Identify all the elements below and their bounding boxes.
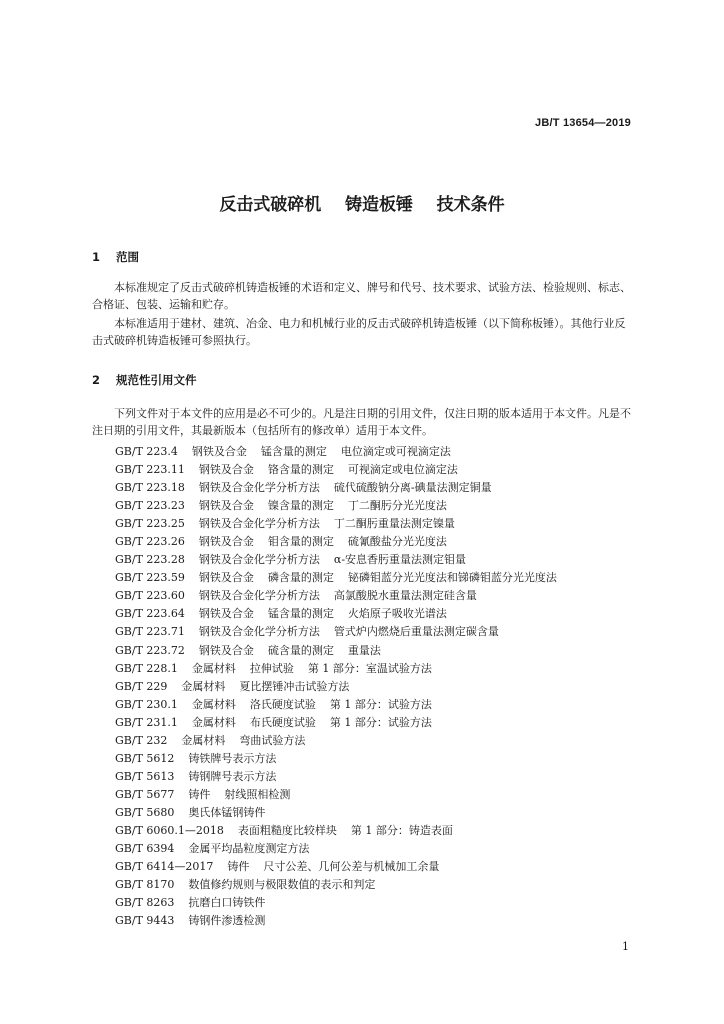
reference-title: 金属材料 洛氏硬度试验 第 1 部分：试验方法	[191, 697, 432, 711]
reference-code: GB/T 6414—2017	[115, 860, 214, 874]
reference-item	[115, 894, 557, 912]
reference-item	[115, 479, 557, 497]
reference-item	[115, 515, 557, 533]
reference-title: 金属材料 布氏硬度试验 第 1 部分：试验方法	[191, 715, 432, 729]
reference-item	[115, 660, 557, 678]
document-code: JB/T 13654—2019	[535, 117, 631, 129]
reference-item	[115, 443, 557, 461]
reference-code: GB/T 5677	[115, 787, 175, 801]
reference-code: GB/T 9443	[115, 914, 175, 928]
reference-item	[115, 551, 557, 569]
reference-code: GB/T 229	[115, 679, 168, 693]
reference-code: GB/T 223.23	[115, 499, 185, 513]
reference-title: 表面粗糙度比较样块 第 1 部分：铸造表面	[237, 823, 453, 837]
reference-code: GB/T 223.64	[115, 607, 185, 621]
reference-item	[115, 605, 557, 623]
reference-code: GB/T 230.1	[115, 697, 178, 711]
reference-item	[115, 876, 557, 894]
section-1-heading: 1 范围	[92, 250, 140, 264]
reference-item	[115, 569, 557, 587]
normative-references-list	[115, 443, 557, 930]
reference-item	[115, 768, 557, 786]
reference-item	[115, 497, 557, 515]
reference-title: 钢铁及合金 铬含量的测定 可视滴定或电位滴定法	[198, 463, 458, 477]
reference-title: 钢铁及合金化学分析方法 α-安息香肟重量法测定钼量	[198, 553, 467, 567]
reference-code: GB/T 232	[115, 733, 168, 747]
section-2-heading: 2 规范性引用文件	[92, 373, 197, 387]
reference-code: GB/T 223.25	[115, 517, 185, 531]
reference-item	[115, 533, 557, 551]
reference-title: 钢铁及合金化学分析方法 高氯酸脱水重量法测定硅含量	[198, 589, 477, 603]
reference-code: GB/T 8170	[115, 878, 175, 892]
reference-title: 钢铁及合金 磷含量的测定 铋磷钼蓝分光光度法和锑磷钼蓝分光光度法	[198, 571, 557, 585]
reference-code: GB/T 223.60	[115, 589, 185, 603]
reference-code: GB/T 6060.1—2018	[115, 823, 224, 837]
reference-title: 钢铁及合金 硫含量的测定 重量法	[198, 643, 381, 657]
reference-item	[115, 461, 557, 479]
reference-item	[115, 642, 557, 660]
reference-code: GB/T 6394	[115, 842, 175, 856]
reference-title: 奥氏体锰钢铸件	[188, 805, 266, 819]
reference-title: 钢铁及合金化学分析方法 丁二酮肟重量法测定镍量	[198, 517, 455, 531]
reference-code: GB/T 223.26	[115, 535, 185, 549]
reference-code: GB/T 223.72	[115, 643, 185, 657]
reference-code: GB/T 223.4	[115, 445, 178, 458]
reference-title: 铸件 射线照相检测	[188, 787, 291, 801]
reference-code: GB/T 223.28	[115, 553, 185, 567]
reference-code: GB/T 228.1	[115, 661, 178, 675]
reference-title: 钢铁及合金化学分析方法 硫代硫酸钠分离-碘量法测定铜量	[198, 481, 492, 495]
reference-item	[115, 696, 557, 714]
reference-item	[115, 587, 557, 605]
reference-item	[115, 786, 557, 804]
section-2-intro: 下列文件对于本文件的应用是必不可少的。凡是注日期的引用文件，仅注日期的版本适用于本文件。凡是不注日期的引用文件，其最新版本（包括所有的修改单）适用于本文件。	[92, 407, 631, 437]
reference-title: 抗磨白口铸铁件	[188, 896, 266, 910]
reference-title: 金属材料 弯曲试验方法	[181, 733, 306, 747]
reference-code: GB/T 5612	[115, 751, 175, 765]
reference-title: 金属材料 夏比摆锤冲击试验方法	[181, 679, 350, 693]
reference-code: GB/T 8263	[115, 896, 175, 910]
reference-item	[115, 678, 557, 696]
reference-title: 铸件 尺寸公差、几何公差与机械加工余量	[227, 860, 440, 874]
reference-title: 金属材料 拉伸试验 第 1 部分：室温试验方法	[191, 661, 432, 675]
reference-item	[115, 623, 557, 641]
reference-item	[115, 714, 557, 732]
reference-item	[115, 840, 557, 858]
reference-code: GB/T 223.11	[115, 463, 185, 477]
reference-title: 铸铁牌号表示方法	[188, 751, 277, 765]
reference-item	[115, 912, 557, 930]
reference-item	[115, 822, 557, 840]
reference-title: 钢铁及合金 镍含量的测定 丁二酮肟分光光度法	[198, 499, 447, 513]
document-title: 反击式破碎机 铸造板锤 技术条件	[219, 195, 505, 215]
reference-title: 铸钢牌号表示方法	[188, 769, 277, 783]
reference-title: 金属平均晶粒度测定方法	[188, 842, 310, 856]
reference-item	[115, 750, 557, 768]
reference-code: GB/T 5613	[115, 769, 175, 783]
reference-title: 钢铁及合金 锰含量的测定 火焰原子吸收光谱法	[198, 607, 447, 621]
reference-code: GB/T 223.59	[115, 571, 185, 585]
reference-code: GB/T 231.1	[115, 715, 178, 729]
section-1-paragraph-2: 本标准适用于建材、建筑、冶金、电力和机械行业的反击式破碎机铸造板锤（以下简称板锤）。其他行业反击式破碎机铸造板锤可参照执行。	[92, 317, 626, 347]
reference-title: 钢铁及合金 锰含量的测定 电位滴定或可视滴定法	[191, 445, 451, 458]
reference-code: GB/T 223.18	[115, 481, 185, 495]
reference-title: 铸钢件渗透检测	[188, 914, 266, 928]
reference-title: 数值修约规则与极限数值的表示和判定	[188, 878, 376, 892]
reference-item	[115, 858, 557, 876]
reference-item	[115, 732, 557, 750]
reference-title: 钢铁及合金化学分析方法 管式炉内燃烧后重量法测定碳含量	[198, 625, 499, 639]
page-number: 1	[622, 940, 629, 953]
reference-code: GB/T 5680	[115, 805, 175, 819]
reference-title: 钢铁及合金 钼含量的测定 硫氰酸盐分光光度法	[198, 535, 447, 549]
section-1-paragraph-1: 本标准规定了反击式破碎机铸造板锤的术语和定义、牌号和代号、技术要求、试验方法、检验规则、标志、合格证、包装、运输和贮存。	[92, 281, 631, 311]
reference-item	[115, 804, 557, 822]
reference-code: GB/T 223.71	[115, 625, 185, 639]
